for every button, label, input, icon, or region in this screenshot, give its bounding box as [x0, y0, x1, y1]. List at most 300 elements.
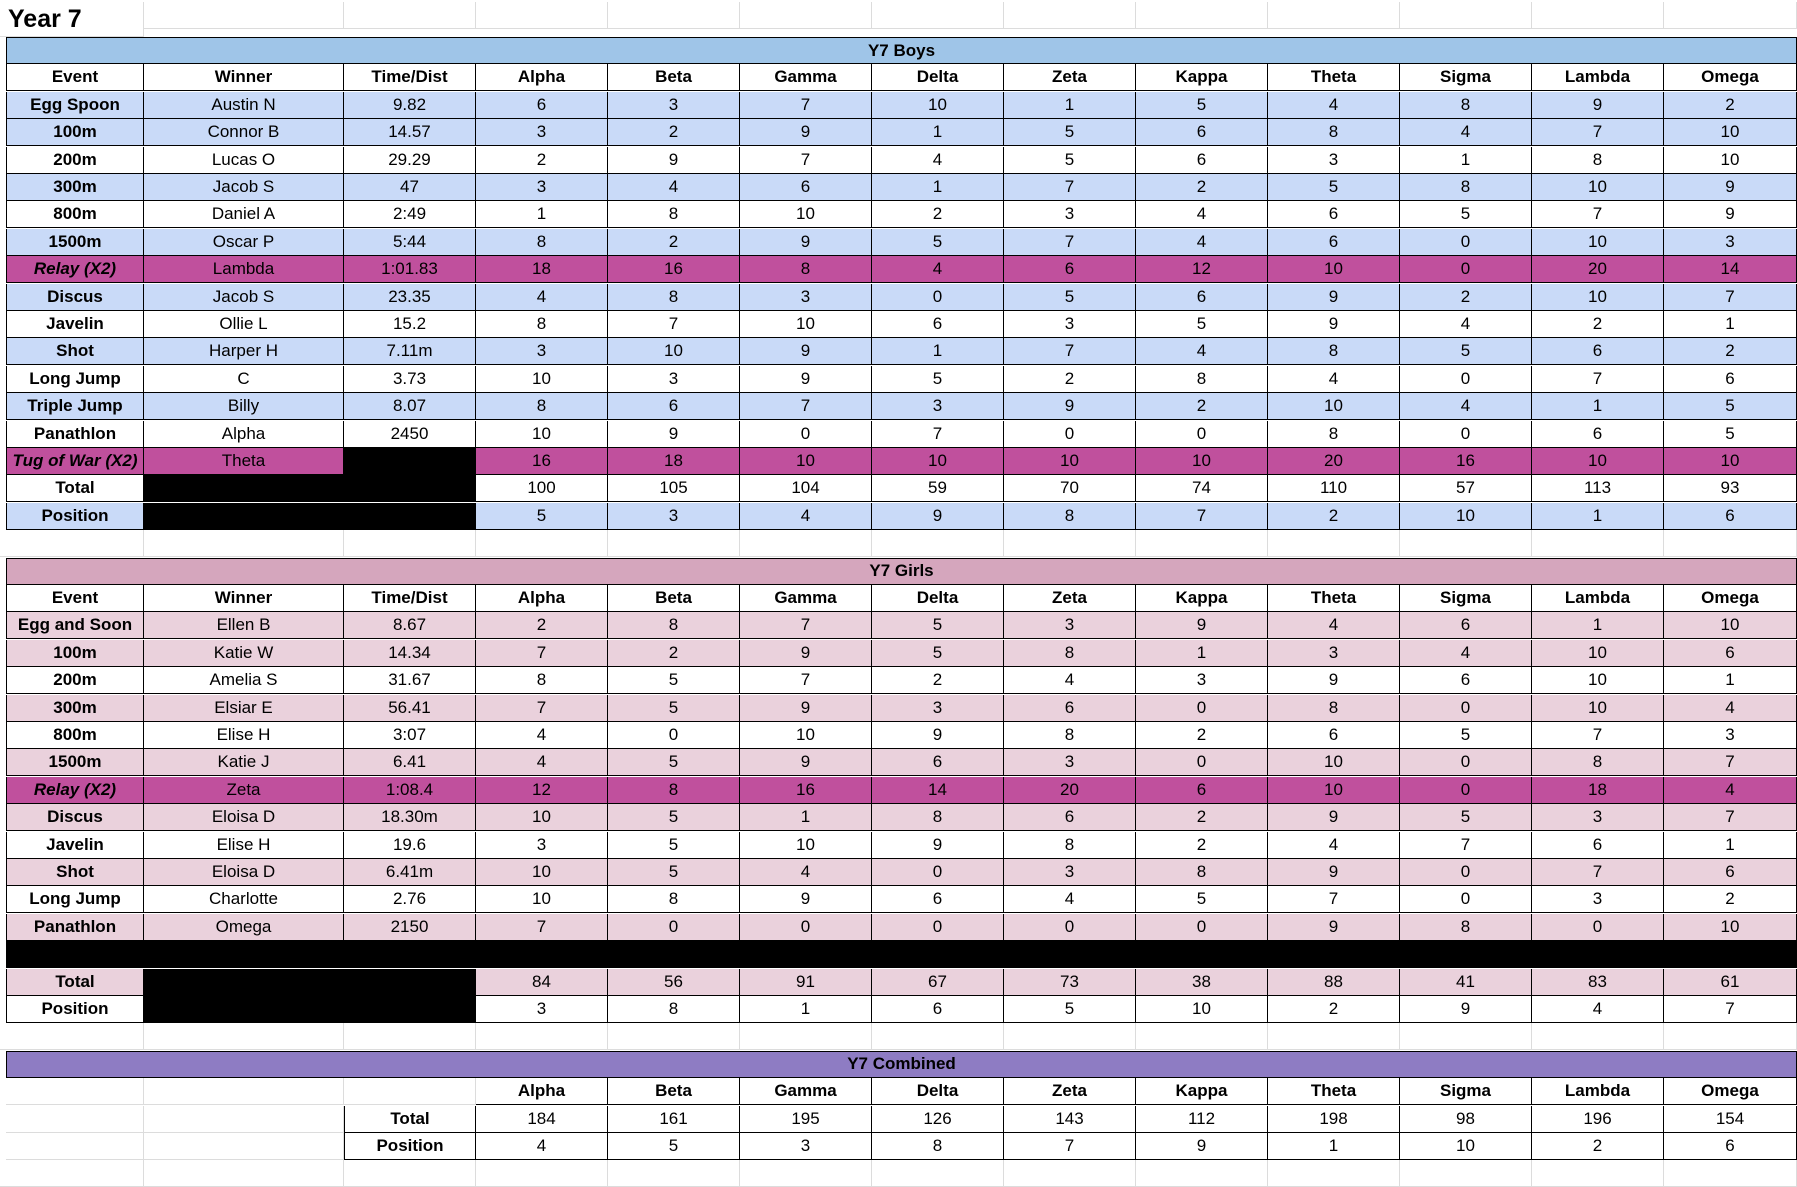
score-cell[interactable]: 2 — [1400, 284, 1532, 311]
event-cell[interactable]: Long Jump — [6, 366, 144, 393]
total-score-cell[interactable]: 100 — [476, 475, 608, 502]
score-cell[interactable]: 10 — [1664, 612, 1797, 639]
score-cell[interactable]: 4 — [1268, 612, 1400, 639]
score-cell[interactable]: 9 — [740, 229, 872, 256]
score-cell[interactable]: 3 — [476, 832, 608, 859]
score-cell[interactable]: 5 — [1664, 421, 1797, 448]
column-header-event[interactable]: Event — [6, 64, 144, 91]
score-cell[interactable]: 0 — [1136, 695, 1268, 722]
score-cell[interactable]: 4 — [1400, 393, 1532, 420]
empty-cell[interactable] — [740, 1160, 872, 1187]
event-cell[interactable]: 1500m — [6, 749, 144, 776]
score-cell[interactable]: 9 — [740, 640, 872, 667]
score-cell[interactable]: 5 — [1268, 174, 1400, 201]
score-cell[interactable]: 7 — [872, 421, 1004, 448]
column-header-gamma[interactable]: Gamma — [740, 1078, 872, 1105]
score-cell[interactable]: 6 — [1268, 229, 1400, 256]
event-cell[interactable]: 300m — [6, 174, 144, 201]
empty-cell[interactable] — [1664, 530, 1797, 557]
score-cell[interactable]: 9 — [740, 119, 872, 146]
score-cell[interactable]: 10 — [740, 448, 872, 475]
score-cell[interactable]: 4 — [872, 256, 1004, 283]
score-cell[interactable]: 0 — [1400, 366, 1532, 393]
time-cell[interactable]: 8.07 — [344, 393, 476, 420]
score-cell[interactable]: 20 — [1004, 777, 1136, 804]
empty-cell[interactable] — [1664, 1160, 1797, 1187]
total-score-cell[interactable]: 110 — [1268, 475, 1400, 502]
winner-cell[interactable]: Oscar P — [144, 229, 344, 256]
time-cell[interactable]: 2150 — [344, 914, 476, 941]
total-score-cell[interactable]: 161 — [608, 1106, 740, 1133]
score-cell[interactable]: 3 — [1532, 804, 1664, 831]
time-cell[interactable]: 29.29 — [344, 147, 476, 174]
score-cell[interactable]: 6 — [1532, 421, 1664, 448]
empty-cell[interactable] — [0, 530, 144, 557]
score-cell[interactable]: 9 — [740, 695, 872, 722]
score-cell[interactable]: 10 — [1664, 147, 1797, 174]
score-cell[interactable]: 4 — [1004, 886, 1136, 913]
score-cell[interactable]: 8 — [1136, 366, 1268, 393]
score-cell[interactable]: 6 — [1532, 338, 1664, 365]
score-cell[interactable]: 4 — [608, 174, 740, 201]
score-cell[interactable]: 5 — [608, 667, 740, 694]
score-cell[interactable]: 8 — [1532, 147, 1664, 174]
score-cell[interactable]: 4 — [1400, 119, 1532, 146]
position-score-cell[interactable]: 1 — [1268, 1133, 1400, 1160]
score-cell[interactable]: 3 — [476, 338, 608, 365]
column-header-delta[interactable]: Delta — [872, 585, 1004, 612]
score-cell[interactable]: 0 — [872, 859, 1004, 886]
column-header-theta[interactable]: Theta — [1268, 585, 1400, 612]
column-header-theta[interactable]: Theta — [1268, 64, 1400, 91]
score-cell[interactable]: 2 — [608, 229, 740, 256]
time-cell[interactable]: 3.73 — [344, 366, 476, 393]
score-cell[interactable]: 10 — [872, 92, 1004, 119]
empty-cell[interactable] — [872, 530, 1004, 557]
score-cell[interactable]: 2 — [476, 612, 608, 639]
total-score-cell[interactable]: 73 — [1004, 969, 1136, 996]
score-cell[interactable]: 6 — [740, 174, 872, 201]
empty-cell[interactable] — [1268, 530, 1400, 557]
score-cell[interactable]: 14 — [872, 777, 1004, 804]
position-score-cell[interactable]: 4 — [476, 1133, 608, 1160]
event-cell[interactable]: Panathlon — [6, 914, 144, 941]
position-score-cell[interactable]: 8 — [872, 1133, 1004, 1160]
score-cell[interactable]: 4 — [1400, 311, 1532, 338]
score-cell[interactable]: 8 — [1268, 338, 1400, 365]
score-cell[interactable]: 8 — [1400, 174, 1532, 201]
blank-black-cell[interactable] — [144, 503, 476, 530]
score-cell[interactable]: 0 — [608, 722, 740, 749]
column-header-omega[interactable]: Omega — [1664, 585, 1797, 612]
score-cell[interactable]: 3 — [1004, 612, 1136, 639]
empty-cell[interactable] — [344, 1023, 476, 1050]
time-cell[interactable]: 23.35 — [344, 284, 476, 311]
score-cell[interactable]: 7 — [608, 311, 740, 338]
score-cell[interactable]: 5 — [872, 612, 1004, 639]
score-cell[interactable]: 10 — [1532, 284, 1664, 311]
position-score-cell[interactable]: 6 — [1664, 503, 1797, 530]
score-cell[interactable]: 5 — [1004, 147, 1136, 174]
score-cell[interactable]: 6 — [608, 393, 740, 420]
score-cell[interactable]: 10 — [1664, 119, 1797, 146]
score-cell[interactable]: 3 — [1004, 859, 1136, 886]
score-cell[interactable]: 2 — [1532, 311, 1664, 338]
total-score-cell[interactable]: 70 — [1004, 475, 1136, 502]
score-cell[interactable]: 1 — [872, 174, 1004, 201]
winner-cell[interactable]: Theta — [144, 448, 344, 475]
winner-cell[interactable]: Harper H — [144, 338, 344, 365]
score-cell[interactable]: 10 — [476, 886, 608, 913]
score-cell[interactable]: 8 — [1400, 92, 1532, 119]
score-cell[interactable]: 2 — [1664, 886, 1797, 913]
winner-cell[interactable]: Katie J — [144, 749, 344, 776]
empty-cell[interactable] — [608, 1160, 740, 1187]
winner-cell[interactable]: Elsiar E — [144, 695, 344, 722]
score-cell[interactable]: 0 — [1136, 914, 1268, 941]
score-cell[interactable]: 5 — [1004, 284, 1136, 311]
score-cell[interactable]: 0 — [872, 284, 1004, 311]
score-cell[interactable]: 9 — [1136, 612, 1268, 639]
empty-cell[interactable] — [1532, 2, 1664, 29]
score-cell[interactable]: 5 — [608, 804, 740, 831]
total-score-cell[interactable]: 198 — [1268, 1106, 1400, 1133]
score-cell[interactable]: 9 — [872, 722, 1004, 749]
score-cell[interactable]: 9 — [1268, 804, 1400, 831]
winner-cell[interactable]: Elise H — [144, 832, 344, 859]
score-cell[interactable]: 1 — [1400, 147, 1532, 174]
score-cell[interactable]: 3 — [608, 92, 740, 119]
empty-cell[interactable] — [476, 2, 608, 29]
score-cell[interactable]: 9 — [608, 421, 740, 448]
score-cell[interactable]: 7 — [740, 92, 872, 119]
total-score-cell[interactable]: 59 — [872, 475, 1004, 502]
score-cell[interactable]: 6 — [1664, 640, 1797, 667]
position-score-cell[interactable]: 7 — [1136, 503, 1268, 530]
winner-cell[interactable]: Eloisa D — [144, 804, 344, 831]
total-score-cell[interactable]: 74 — [1136, 475, 1268, 502]
score-cell[interactable]: 10 — [740, 722, 872, 749]
score-cell[interactable]: 7 — [476, 640, 608, 667]
score-cell[interactable]: 2 — [1664, 92, 1797, 119]
total-score-cell[interactable]: 83 — [1532, 969, 1664, 996]
event-cell[interactable]: Shot — [6, 338, 144, 365]
winner-cell[interactable]: Alpha — [144, 421, 344, 448]
score-cell[interactable]: 3 — [476, 119, 608, 146]
score-cell[interactable]: 2 — [1004, 366, 1136, 393]
score-cell[interactable]: 10 — [1664, 448, 1797, 475]
position-score-cell[interactable]: 6 — [872, 996, 1004, 1023]
empty-cell[interactable] — [6, 1133, 144, 1160]
total-score-cell[interactable]: 112 — [1136, 1106, 1268, 1133]
empty-cell[interactable] — [6, 1078, 144, 1105]
blank-black-cell[interactable] — [144, 475, 476, 502]
score-cell[interactable]: 2 — [1136, 174, 1268, 201]
position-score-cell[interactable]: 7 — [1664, 996, 1797, 1023]
empty-cell[interactable] — [740, 530, 872, 557]
score-cell[interactable]: 4 — [1136, 338, 1268, 365]
column-header-timedist[interactable]: Time/Dist — [344, 64, 476, 91]
score-cell[interactable]: 6 — [1004, 256, 1136, 283]
score-cell[interactable]: 8 — [1400, 914, 1532, 941]
position-label[interactable]: Position — [6, 996, 144, 1023]
empty-cell[interactable] — [476, 530, 608, 557]
score-cell[interactable]: 4 — [476, 284, 608, 311]
score-cell[interactable]: 6 — [1268, 722, 1400, 749]
score-cell[interactable]: 3 — [1268, 147, 1400, 174]
score-cell[interactable]: 8 — [608, 777, 740, 804]
score-cell[interactable]: 6 — [1136, 119, 1268, 146]
total-score-cell[interactable]: 91 — [740, 969, 872, 996]
score-cell[interactable]: 3 — [740, 284, 872, 311]
empty-cell[interactable] — [344, 2, 476, 29]
score-cell[interactable]: 4 — [476, 749, 608, 776]
empty-cell[interactable] — [344, 1160, 476, 1187]
event-cell[interactable]: Panathlon — [6, 421, 144, 448]
score-cell[interactable]: 2 — [1136, 393, 1268, 420]
empty-cell[interactable] — [344, 1078, 476, 1105]
column-header-sigma[interactable]: Sigma — [1400, 1078, 1532, 1105]
winner-cell[interactable]: Daniel A — [144, 201, 344, 228]
score-cell[interactable]: 4 — [1268, 832, 1400, 859]
score-cell[interactable]: 2 — [1136, 832, 1268, 859]
empty-cell[interactable] — [144, 1078, 344, 1105]
score-cell[interactable]: 5 — [1400, 338, 1532, 365]
score-cell[interactable]: 10 — [1004, 448, 1136, 475]
winner-cell[interactable]: Omega — [144, 914, 344, 941]
score-cell[interactable]: 8 — [608, 612, 740, 639]
score-cell[interactable]: 7 — [1664, 804, 1797, 831]
score-cell[interactable]: 12 — [1136, 256, 1268, 283]
empty-cell[interactable] — [0, 1023, 144, 1050]
score-cell[interactable]: 8 — [1004, 722, 1136, 749]
time-cell[interactable]: 2450 — [344, 421, 476, 448]
column-header-beta[interactable]: Beta — [608, 585, 740, 612]
score-cell[interactable]: 8 — [1532, 749, 1664, 776]
score-cell[interactable]: 2 — [1664, 338, 1797, 365]
total-label[interactable]: Total — [6, 969, 144, 996]
empty-cell[interactable] — [1268, 2, 1400, 29]
time-cell[interactable]: 14.57 — [344, 119, 476, 146]
score-cell[interactable]: 20 — [1268, 448, 1400, 475]
column-header-zeta[interactable]: Zeta — [1004, 1078, 1136, 1105]
boys-section-title[interactable]: Y7 Boys — [6, 37, 1797, 64]
score-cell[interactable]: 8 — [476, 311, 608, 338]
score-cell[interactable]: 1 — [1664, 832, 1797, 859]
empty-cell[interactable] — [872, 2, 1004, 29]
score-cell[interactable]: 9 — [1268, 914, 1400, 941]
score-cell[interactable]: 1 — [1532, 393, 1664, 420]
column-header-gamma[interactable]: Gamma — [740, 585, 872, 612]
score-cell[interactable]: 7 — [1004, 229, 1136, 256]
empty-cell[interactable] — [344, 530, 476, 557]
score-cell[interactable]: 16 — [476, 448, 608, 475]
total-score-cell[interactable]: 93 — [1664, 475, 1797, 502]
empty-cell[interactable] — [144, 1133, 344, 1160]
time-cell[interactable]: 1:01.83 — [344, 256, 476, 283]
score-cell[interactable]: 6 — [1004, 695, 1136, 722]
score-cell[interactable]: 10 — [476, 804, 608, 831]
position-label[interactable]: Position — [6, 503, 144, 530]
score-cell[interactable]: 1 — [872, 338, 1004, 365]
score-cell[interactable]: 3 — [1004, 311, 1136, 338]
score-cell[interactable]: 5 — [1400, 804, 1532, 831]
time-cell[interactable]: 5:44 — [344, 229, 476, 256]
score-cell[interactable]: 2 — [608, 640, 740, 667]
score-cell[interactable]: 3 — [1664, 722, 1797, 749]
total-score-cell[interactable]: 196 — [1532, 1106, 1664, 1133]
empty-cell[interactable] — [740, 1023, 872, 1050]
score-cell[interactable]: 7 — [1532, 201, 1664, 228]
event-cell[interactable]: Shot — [6, 859, 144, 886]
score-cell[interactable]: 3 — [1532, 886, 1664, 913]
score-cell[interactable]: 10 — [608, 338, 740, 365]
score-cell[interactable]: 9 — [740, 338, 872, 365]
total-label[interactable]: Total — [6, 475, 144, 502]
score-cell[interactable]: 10 — [1532, 695, 1664, 722]
position-score-cell[interactable]: 3 — [476, 996, 608, 1023]
time-cell[interactable]: 7.11m — [344, 338, 476, 365]
winner-cell[interactable]: Charlotte — [144, 886, 344, 913]
score-cell[interactable]: 5 — [872, 640, 1004, 667]
empty-cell[interactable] — [1136, 2, 1268, 29]
score-cell[interactable]: 10 — [476, 366, 608, 393]
event-cell[interactable]: Javelin — [6, 832, 144, 859]
empty-cell[interactable] — [608, 1023, 740, 1050]
score-cell[interactable]: 7 — [1532, 366, 1664, 393]
score-cell[interactable]: 10 — [1532, 448, 1664, 475]
score-cell[interactable]: 9 — [872, 832, 1004, 859]
score-cell[interactable]: 6 — [1532, 832, 1664, 859]
column-header-gamma[interactable]: Gamma — [740, 64, 872, 91]
score-cell[interactable]: 3 — [1136, 667, 1268, 694]
score-cell[interactable]: 8 — [608, 886, 740, 913]
score-cell[interactable]: 5 — [1004, 119, 1136, 146]
total-score-cell[interactable]: 88 — [1268, 969, 1400, 996]
event-cell[interactable]: 800m — [6, 722, 144, 749]
column-header-beta[interactable]: Beta — [608, 64, 740, 91]
score-cell[interactable]: 0 — [608, 914, 740, 941]
empty-cell[interactable] — [1268, 1023, 1400, 1050]
score-cell[interactable]: 10 — [1532, 229, 1664, 256]
empty-cell[interactable] — [1136, 530, 1268, 557]
score-cell[interactable]: 9 — [1664, 201, 1797, 228]
score-cell[interactable]: 4 — [872, 147, 1004, 174]
event-cell[interactable]: 1500m — [6, 229, 144, 256]
time-cell[interactable]: 8.67 — [344, 612, 476, 639]
score-cell[interactable]: 7 — [476, 914, 608, 941]
score-cell[interactable]: 5 — [872, 229, 1004, 256]
empty-cell[interactable] — [1004, 530, 1136, 557]
score-cell[interactable]: 10 — [1268, 777, 1400, 804]
position-score-cell[interactable]: 9 — [1136, 1133, 1268, 1160]
score-cell[interactable]: 8 — [476, 667, 608, 694]
score-cell[interactable]: 9 — [740, 749, 872, 776]
column-header-lambda[interactable]: Lambda — [1532, 64, 1664, 91]
score-cell[interactable]: 3 — [476, 174, 608, 201]
time-cell[interactable]: 15.2 — [344, 311, 476, 338]
column-header-sigma[interactable]: Sigma — [1400, 585, 1532, 612]
score-cell[interactable]: 7 — [1268, 886, 1400, 913]
total-score-cell[interactable]: 126 — [872, 1106, 1004, 1133]
total-score-cell[interactable]: 113 — [1532, 475, 1664, 502]
empty-cell[interactable] — [1004, 1160, 1136, 1187]
score-cell[interactable]: 1 — [740, 804, 872, 831]
score-cell[interactable]: 10 — [476, 421, 608, 448]
score-cell[interactable]: 0 — [1136, 749, 1268, 776]
score-cell[interactable]: 10 — [1136, 448, 1268, 475]
blank-black-cell[interactable] — [144, 969, 476, 996]
score-cell[interactable]: 9 — [608, 147, 740, 174]
time-cell[interactable]: 56.41 — [344, 695, 476, 722]
score-cell[interactable]: 1 — [1664, 311, 1797, 338]
score-cell[interactable]: 10 — [1268, 749, 1400, 776]
score-cell[interactable]: 5 — [1136, 311, 1268, 338]
time-cell[interactable]: 9.82 — [344, 92, 476, 119]
position-score-cell[interactable]: 10 — [1136, 996, 1268, 1023]
empty-cell[interactable] — [872, 1160, 1004, 1187]
score-cell[interactable]: 10 — [1532, 174, 1664, 201]
empty-cell[interactable] — [144, 1023, 344, 1050]
total-score-cell[interactable]: 57 — [1400, 475, 1532, 502]
total-score-cell[interactable]: 61 — [1664, 969, 1797, 996]
score-cell[interactable]: 10 — [1268, 393, 1400, 420]
score-cell[interactable]: 6 — [872, 311, 1004, 338]
empty-cell[interactable] — [144, 2, 344, 29]
score-cell[interactable]: 7 — [1532, 722, 1664, 749]
position-score-cell[interactable]: 4 — [740, 503, 872, 530]
score-cell[interactable]: 1 — [1664, 667, 1797, 694]
winner-cell[interactable]: Amelia S — [144, 667, 344, 694]
column-header-lambda[interactable]: Lambda — [1532, 1078, 1664, 1105]
event-cell[interactable]: 200m — [6, 147, 144, 174]
score-cell[interactable]: 4 — [1268, 92, 1400, 119]
position-score-cell[interactable]: 1 — [1532, 503, 1664, 530]
score-cell[interactable]: 7 — [476, 695, 608, 722]
column-header-sigma[interactable]: Sigma — [1400, 64, 1532, 91]
score-cell[interactable]: 6 — [1664, 859, 1797, 886]
event-cell[interactable]: Tug of War (X2) — [6, 448, 144, 475]
score-cell[interactable]: 4 — [1004, 667, 1136, 694]
score-cell[interactable]: 0 — [1400, 777, 1532, 804]
score-cell[interactable]: 8 — [740, 256, 872, 283]
score-cell[interactable]: 6 — [1268, 201, 1400, 228]
score-cell[interactable]: 9 — [1268, 859, 1400, 886]
position-score-cell[interactable]: 10 — [1400, 1133, 1532, 1160]
column-header-lambda[interactable]: Lambda — [1532, 585, 1664, 612]
combined-section-title[interactable]: Y7 Combined — [6, 1051, 1797, 1078]
empty-cell[interactable] — [1664, 2, 1797, 29]
column-header-delta[interactable]: Delta — [872, 1078, 1004, 1105]
score-cell[interactable]: 5 — [608, 832, 740, 859]
column-header-kappa[interactable]: Kappa — [1136, 1078, 1268, 1105]
score-cell[interactable]: 10 — [872, 448, 1004, 475]
empty-cell[interactable] — [1532, 1023, 1664, 1050]
event-cell[interactable]: 100m — [6, 640, 144, 667]
score-cell[interactable]: 8 — [608, 284, 740, 311]
empty-cell[interactable] — [6, 1106, 144, 1133]
time-cell[interactable]: 18.30m — [344, 804, 476, 831]
score-cell[interactable]: 16 — [740, 777, 872, 804]
empty-cell[interactable] — [144, 530, 344, 557]
score-cell[interactable]: 7 — [1664, 284, 1797, 311]
score-cell[interactable]: 6 — [1136, 777, 1268, 804]
score-cell[interactable]: 5 — [1400, 201, 1532, 228]
position-score-cell[interactable]: 8 — [608, 996, 740, 1023]
time-cell[interactable]: 6.41 — [344, 749, 476, 776]
score-cell[interactable]: 10 — [740, 311, 872, 338]
blank-black-cell[interactable] — [144, 996, 476, 1023]
